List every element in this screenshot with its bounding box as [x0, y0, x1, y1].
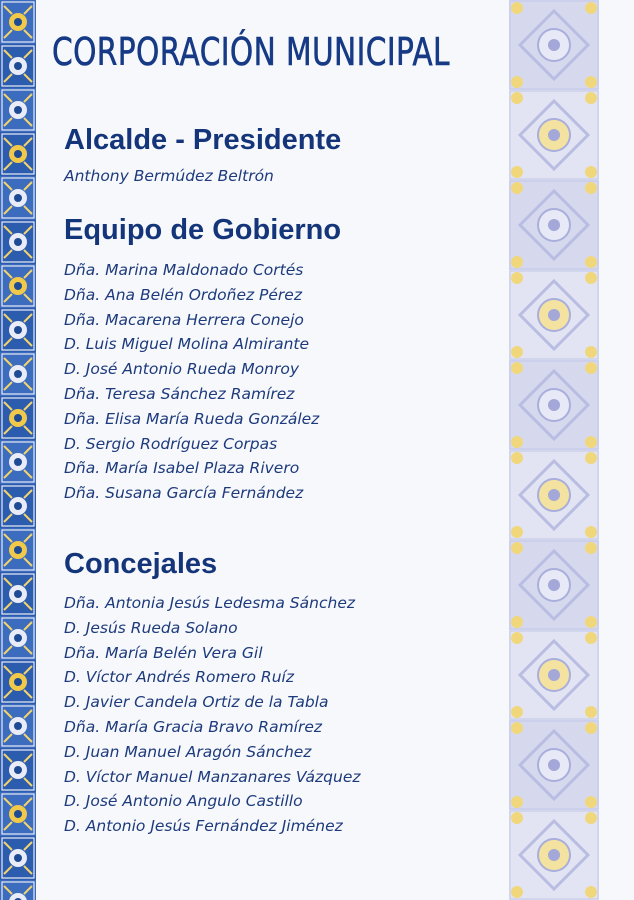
- tile-motif: [0, 572, 36, 616]
- list-item: D. Javier Candela Ortiz de la Tabla: [64, 693, 329, 712]
- tile-motif: [509, 90, 599, 180]
- list-item: D. Víctor Andrés Romero Ruíz: [64, 668, 294, 687]
- list-item: D. Antonio Jesús Fernández Jiménez: [64, 817, 343, 836]
- left-tile-border: [0, 0, 36, 900]
- section-heading-concejales: Concejales: [64, 548, 218, 580]
- tile-motif: [0, 44, 36, 88]
- tile-motif: [0, 264, 36, 308]
- list-item: Dña. María Isabel Plaza Rivero: [64, 459, 300, 478]
- tile-motif: [0, 748, 36, 792]
- tile-motif: [509, 180, 599, 270]
- list-item: Dña. Antonia Jesús Ledesma Sánchez: [64, 594, 355, 612]
- concejales-list: [64, 591, 361, 839]
- list-item: Dña. Macarena Herrera Conejo: [64, 310, 304, 329]
- tile-motif: [0, 220, 36, 264]
- tile-motif: [509, 360, 599, 450]
- tile-motif: [0, 836, 36, 880]
- right-tile-pattern: [509, 0, 599, 900]
- tile-motif: [0, 484, 36, 528]
- list-item: D. José Antonio Angulo Castillo: [64, 792, 303, 811]
- tile-motif: [0, 88, 36, 132]
- list-item: D. Juan Manuel Aragón Sánchez: [64, 742, 312, 761]
- tile-motif: [0, 0, 36, 44]
- right-tile-border: [509, 0, 599, 900]
- list-item: D. José Antonio Rueda Monroy: [64, 360, 300, 379]
- tile-motif: [0, 352, 36, 396]
- tile-motif: [509, 810, 599, 900]
- list-item: Dña. María Gracia Bravo Ramírez: [64, 717, 323, 736]
- tile-motif: [509, 0, 599, 90]
- list-item: D. Sergio Rodríguez Corpas: [64, 434, 278, 453]
- list-item: D. Víctor Manuel Manzanares Vázquez: [64, 767, 361, 786]
- page-title: CORPORACIÓN MUNICIPAL: [52, 30, 450, 74]
- section-heading-alcalde: Alcalde - Presidente: [64, 124, 342, 156]
- tile-motif: [509, 450, 599, 540]
- tile-motif: [0, 440, 36, 484]
- list-item: Dña. Elisa María Rueda González: [64, 409, 320, 428]
- tile-motif: [0, 704, 36, 748]
- list-item: Dña. Teresa Sánchez Ramírez: [64, 384, 295, 403]
- tile-motif: [509, 270, 599, 360]
- list-item: D. Luis Miguel Molina Almirante: [64, 335, 310, 354]
- gobierno-list: [64, 258, 319, 506]
- tile-motif: [0, 616, 36, 660]
- list-item: Dña. Susana García Fernández: [64, 484, 304, 503]
- list-item: Dña. Marina Maldonado Cortés: [64, 261, 304, 279]
- list-item: Dña. Ana Belén Ordoñez Pérez: [64, 285, 302, 304]
- tile-motif: [0, 660, 36, 704]
- list-item: Dña. María Belén Vera Gil: [64, 643, 263, 662]
- tile-motif: [509, 540, 599, 630]
- tile-motif: [0, 528, 36, 572]
- list-item: D. Jesús Rueda Solano: [64, 618, 238, 637]
- alcalde-name: Anthony Bermúdez Beltrón: [64, 167, 274, 185]
- left-tile-pattern: [0, 0, 36, 900]
- tile-motif: [0, 880, 36, 900]
- section-heading-gobierno: Equipo de Gobierno: [64, 214, 342, 246]
- tile-motif: [0, 308, 36, 352]
- tile-motif: [509, 630, 599, 720]
- tile-motif: [0, 132, 36, 176]
- right-margin: [599, 0, 634, 900]
- tile-motif: [509, 720, 599, 810]
- tile-motif: [0, 176, 36, 220]
- tile-motif: [0, 792, 36, 836]
- tile-motif: [0, 396, 36, 440]
